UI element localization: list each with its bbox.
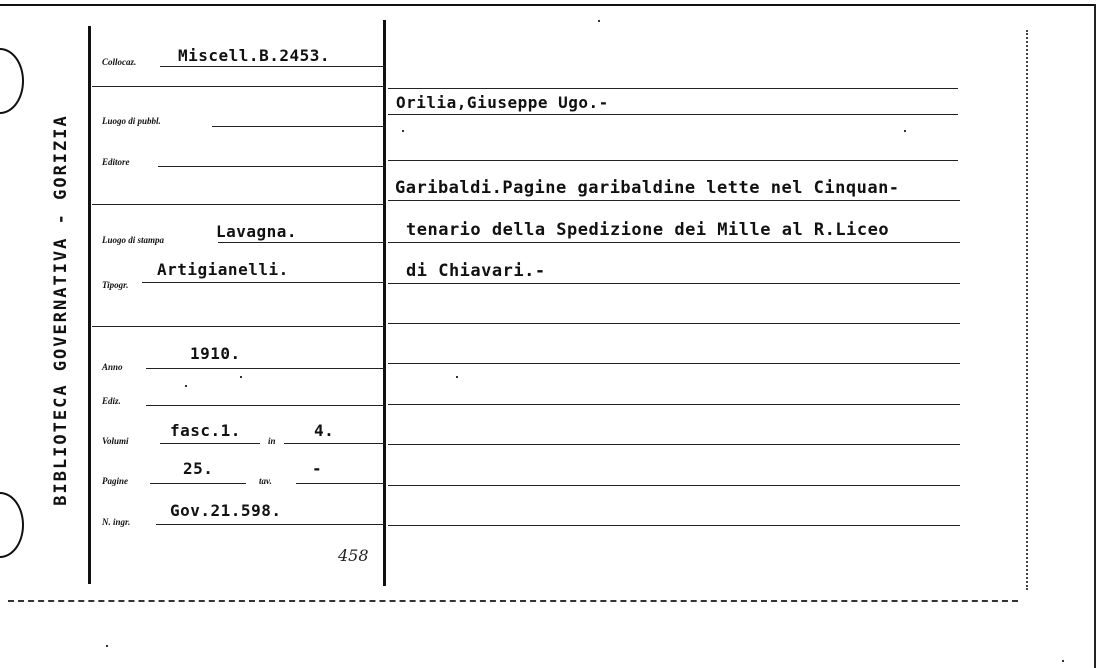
- right-rule-11: [388, 485, 960, 486]
- title-line-1: Garibaldi.Pagine garibaldine lette nel Cinquan-: [395, 178, 900, 198]
- right-rule-5: [388, 242, 960, 243]
- editore-label: Editore: [102, 157, 130, 167]
- tipogr-rule: [142, 282, 385, 283]
- separator-rule: [92, 86, 385, 87]
- author-heading: Orilia,Giuseppe Ugo.-: [396, 93, 609, 112]
- n-ingr-value: Gov.21.598.: [170, 501, 282, 520]
- pagine-rule: [150, 483, 246, 484]
- speck: [106, 645, 108, 647]
- luogo-stampa-value: Lavagna.: [216, 222, 298, 241]
- n-ingr-rule: [156, 524, 385, 525]
- in-label: in: [268, 436, 276, 446]
- collocazione-label: Collocaz.: [102, 57, 137, 67]
- handwritten-number: 458: [338, 546, 369, 565]
- left-margin-rule: [88, 26, 91, 584]
- right-rule-6: [388, 283, 960, 284]
- card-right-edge: [1094, 4, 1096, 668]
- library-stamp-vertical: BIBLIOTECA GOVERNATIVA - GORIZIA: [51, 114, 71, 506]
- speck: [240, 376, 242, 378]
- tipogr-label: Tipogr.: [102, 280, 129, 290]
- title-line-3: di Chiavari.-: [406, 261, 546, 281]
- editore-rule: [158, 166, 385, 167]
- right-rule-7: [388, 323, 960, 324]
- volumi-rule: [160, 443, 260, 444]
- formato-value: 4.: [314, 421, 335, 440]
- center-divider-rule: [383, 20, 386, 586]
- collocazione-value: Miscell.B.2453.: [178, 46, 330, 65]
- speck: [904, 130, 906, 132]
- speck: [456, 376, 458, 378]
- punch-hole-top: [0, 48, 24, 114]
- tipogr-value: Artigianelli.: [157, 260, 289, 279]
- card-top-edge: [0, 4, 1096, 6]
- pagine-value: 25.: [183, 459, 214, 478]
- n-ingr-label: N. ingr.: [102, 517, 131, 527]
- ediz-rule: [146, 405, 385, 406]
- tav-rule: [296, 483, 385, 484]
- formato-rule: [284, 443, 385, 444]
- tav-value: -: [312, 459, 323, 478]
- title-line-2: tenario della Spedizione dei Mille al R.Liceo: [406, 220, 890, 240]
- luogo-stampa-rule: [218, 242, 385, 243]
- volumi-label: Volumi: [102, 436, 129, 446]
- luogo-pubbl-label: Luogo di pubbl.: [102, 116, 161, 126]
- right-rule-2: [388, 114, 958, 115]
- right-rule-3: [388, 160, 958, 161]
- pagine-label: Pagine: [102, 476, 128, 486]
- separator-rule-3: [92, 326, 385, 327]
- speck: [185, 385, 187, 387]
- speck: [1062, 660, 1064, 662]
- luogo-stampa-label: Luogo di stampa: [102, 235, 165, 245]
- right-rule-8: [388, 363, 960, 364]
- luogo-pubbl-rule: [212, 126, 385, 127]
- right-rule-1: [388, 88, 958, 89]
- collocazione-rule: [160, 66, 385, 67]
- right-rule-9: [388, 404, 960, 405]
- anno-rule: [146, 368, 385, 369]
- separator-rule-2: [92, 204, 385, 205]
- tav-label: tav.: [259, 476, 272, 486]
- speck: [598, 20, 600, 22]
- card-bottom-edge: [8, 600, 1018, 602]
- right-rule-4: [388, 200, 960, 201]
- ediz-label: Ediz.: [102, 396, 121, 406]
- anno-value: 1910.: [190, 344, 241, 363]
- volumi-value: fasc.1.: [170, 421, 241, 440]
- punch-hole-bottom: [0, 492, 24, 558]
- card-inner-right-edge: [1026, 30, 1029, 590]
- speck: [402, 130, 404, 132]
- anno-label: Anno: [102, 362, 123, 372]
- right-rule-10: [388, 444, 960, 445]
- right-rule-12: [388, 525, 960, 526]
